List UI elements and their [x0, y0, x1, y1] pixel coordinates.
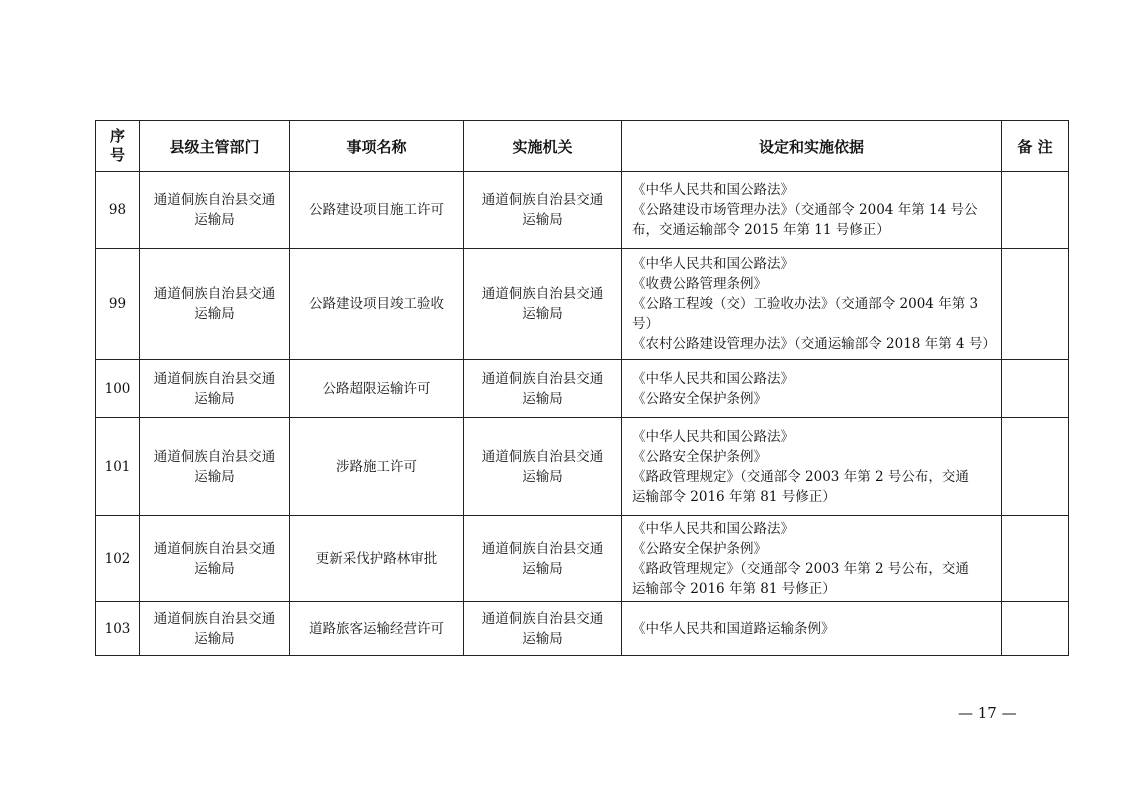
cell-dept-line: 通道侗族自治县交通 [153, 448, 276, 465]
header-item: 事项名称 [290, 121, 464, 172]
cell-note [1002, 602, 1069, 656]
cell-basis-line: 《中华人民共和国公路法》 [632, 520, 794, 537]
header-seq [96, 121, 140, 172]
cell-dept-line: 通道侗族自治县交通 [153, 286, 276, 302]
table-row [96, 172, 1069, 249]
cell-agency-line: 通道侗族自治县交通 [481, 540, 604, 557]
header-agency: 实施机关 [464, 121, 622, 172]
cell-dept-line: 运输局 [194, 468, 235, 485]
cell-agency-line: 通道侗族自治县交通 [481, 448, 604, 465]
page-number: — 17 — [958, 704, 1017, 722]
cell-agency [464, 516, 622, 602]
cell-basis-line: 《中华人民共和国公路法》 [632, 370, 794, 387]
cell-seq: 103 [96, 602, 140, 656]
cell-basis-line: 《农村公路建设管理办法》（交通运输部令 2018 年第 4 号） [632, 336, 996, 352]
cell-basis-line: 《公路工程竣（交）工验收办法》（交通部令 2004 年第 3 [632, 296, 979, 312]
cell-basis-line: 《公路安全保护条例》 [632, 540, 767, 557]
cell-dept [140, 516, 290, 602]
cell-dept [140, 602, 290, 656]
cell-dept-line: 运输局 [194, 306, 235, 322]
cell-agency-line: 通道侗族自治县交通 [481, 370, 604, 387]
cell-dept [140, 360, 290, 418]
table-row [96, 602, 1069, 656]
cell-note [1002, 249, 1069, 360]
table-body [96, 172, 1069, 656]
cell-item: 公路建设项目施工许可 [290, 172, 464, 249]
cell-dept-line: 通道侗族自治县交通 [153, 192, 276, 208]
cell-note [1002, 516, 1069, 602]
cell-basis-line: 运输部令 2016 年第 81 号修正） [632, 580, 836, 597]
cell-agency [464, 602, 622, 656]
cell-agency [464, 172, 622, 249]
permit-table [95, 120, 1069, 656]
cell-basis-line: 号） [632, 316, 659, 332]
cell-basis [622, 172, 1002, 249]
cell-agency-line: 运输局 [522, 560, 563, 577]
cell-agency-line: 通道侗族自治县交通 [481, 610, 604, 627]
cell-agency-line: 运输局 [522, 306, 563, 322]
cell-basis-line: 《路政管理规定》（交通部令 2003 年第 2 号公布，交通 [632, 560, 969, 577]
cell-basis-line: 《路政管理规定》（交通部令 2003 年第 2 号公布，交通 [632, 468, 969, 485]
header-dept: 县级主管部门 [140, 121, 290, 172]
cell-seq: 101 [96, 418, 140, 516]
cell-item: 公路超限运输许可 [290, 360, 464, 418]
table-row [96, 360, 1069, 418]
cell-basis-line: 《公路安全保护条例》 [632, 390, 767, 407]
cell-dept-line: 通道侗族自治县交通 [153, 370, 276, 387]
header-row [96, 121, 1069, 172]
cell-agency-line: 通道侗族自治县交通 [481, 192, 604, 208]
header-note: 备 注 [1002, 121, 1069, 172]
table-row [96, 516, 1069, 602]
cell-seq: 98 [96, 172, 140, 249]
cell-note [1002, 360, 1069, 418]
header-seq-line: 序 [109, 127, 125, 145]
cell-basis-line: 《中华人民共和国公路法》 [632, 182, 794, 198]
cell-basis-line: 《公路建设市场管理办法》（交通部令 2004 年第 14 号公 [632, 202, 978, 218]
cell-basis-line: 《中华人民共和国道路运输条例》 [632, 620, 835, 637]
cell-basis-line: 《中华人民共和国公路法》 [632, 256, 794, 272]
cell-basis [622, 516, 1002, 602]
cell-agency [464, 249, 622, 360]
cell-basis-line: 《收费公路管理条例》 [632, 276, 767, 292]
cell-item: 道路旅客运输经营许可 [290, 602, 464, 656]
cell-item: 公路建设项目竣工验收 [290, 249, 464, 360]
cell-agency-line: 运输局 [522, 212, 563, 228]
cell-agency-line: 通道侗族自治县交通 [481, 286, 604, 302]
cell-basis-line: 《中华人民共和国公路法》 [632, 428, 794, 445]
cell-basis [622, 602, 1002, 656]
cell-dept [140, 172, 290, 249]
cell-dept-line: 运输局 [194, 212, 235, 228]
cell-item: 涉路施工许可 [290, 418, 464, 516]
header-seq-line: 号 [109, 146, 125, 164]
cell-agency-line: 运输局 [522, 390, 563, 407]
cell-agency [464, 360, 622, 418]
cell-basis [622, 360, 1002, 418]
cell-basis-line: 《公路安全保护条例》 [632, 448, 767, 465]
cell-item: 更新采伐护路林审批 [290, 516, 464, 602]
cell-dept-line: 通道侗族自治县交通 [153, 610, 276, 627]
cell-basis-line: 布，交通运输部令 2015 年第 11 号修正） [632, 222, 890, 238]
cell-dept-line: 通道侗族自治县交通 [153, 540, 276, 557]
cell-basis [622, 249, 1002, 360]
cell-seq: 100 [96, 360, 140, 418]
cell-agency [464, 418, 622, 516]
table-row [96, 418, 1069, 516]
cell-dept-line: 运输局 [194, 630, 235, 647]
cell-dept [140, 418, 290, 516]
cell-basis [622, 418, 1002, 516]
cell-seq: 102 [96, 516, 140, 602]
cell-dept [140, 249, 290, 360]
cell-agency-line: 运输局 [522, 630, 563, 647]
cell-note [1002, 172, 1069, 249]
table-row [96, 249, 1069, 360]
cell-dept-line: 运输局 [194, 560, 235, 577]
cell-basis-line: 运输部令 2016 年第 81 号修正） [632, 488, 836, 505]
cell-dept-line: 运输局 [194, 390, 235, 407]
header-basis: 设定和实施依据 [622, 121, 1002, 172]
cell-note [1002, 418, 1069, 516]
cell-agency-line: 运输局 [522, 468, 563, 485]
cell-seq: 99 [96, 249, 140, 360]
